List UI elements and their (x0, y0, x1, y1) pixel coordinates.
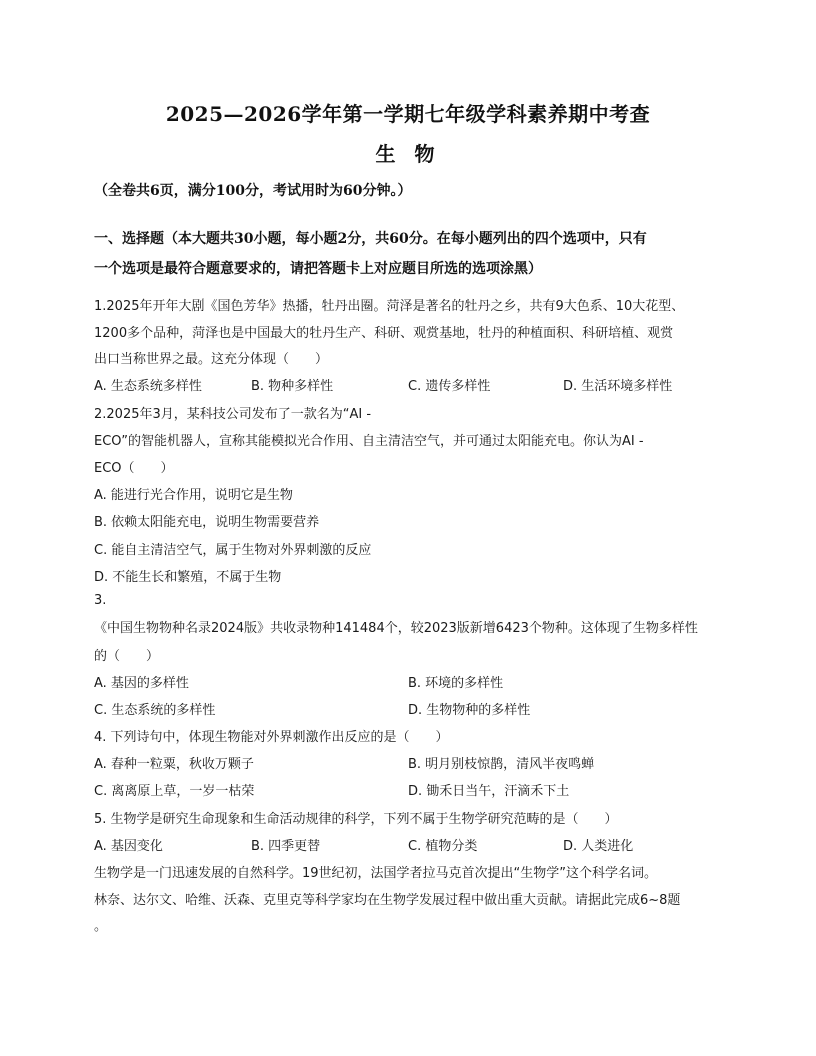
q1-option-c[interactable]: C. 遗传多样性 (408, 379, 491, 394)
section-heading-line-2: 一个选项是最符合题意要求的，请把答题卡上对应题目所选的选项涂黑） (94, 261, 542, 277)
q2-option-a[interactable]: A. 能进行光合作用，说明它是生物 (94, 488, 293, 503)
q3-option-b[interactable]: B. 环境的多样性 (408, 676, 504, 691)
q3-option-d[interactable]: D. 生物物种的多样性 (408, 703, 531, 718)
q3-stem-line-3: 的（ ） (94, 649, 160, 664)
q2-stem-line-3: ECO（ ） (94, 461, 174, 476)
exam-note: （全卷共6页，满分100分，考试用时为60分钟。） (94, 183, 412, 199)
q5-option-b[interactable]: B. 四季更替 (251, 839, 321, 854)
q3-stem-line-1: 3. (94, 593, 107, 608)
q5-option-d[interactable]: D. 人类进化 (563, 839, 634, 854)
q5-option-c[interactable]: C. 植物分类 (408, 839, 478, 854)
q3-option-c[interactable]: C. 生态系统的多样性 (94, 703, 216, 718)
q4-option-b[interactable]: B. 明月别枝惊鹊，清风半夜鸣蝉 (408, 757, 595, 772)
q1-stem-line-1: 1.2025年开年大剧《国色芳华》热播，牡丹出圈。菏泽是著名的牡丹之乡，共有9大色系、10大花型、 (94, 299, 685, 314)
passage-line-2: 林奈、达尔文、哈维、沃森、克里克等科学家均在生物学发展过程中做出重大贡献。请据此完成6~8题 (94, 893, 681, 908)
q2-option-d[interactable]: D. 不能生长和繁殖，不属于生物 (94, 570, 282, 585)
q5-stem: 5. 生物学是研究生命现象和生命活动规律的科学，下列不属于生物学研究范畴的是（ ） (94, 812, 618, 827)
q3-option-a[interactable]: A. 基因的多样性 (94, 676, 189, 691)
section-heading-line-1: 一、选择题（本大题共30小题，每小题2分，共60分。在每小题列出的四个选项中，只有 (94, 231, 647, 247)
q2-stem-line-1: 2.2025年3月，某科技公司发布了一款名为“AI - (94, 407, 372, 422)
q2-option-b[interactable]: B. 依赖太阳能充电，说明生物需要营养 (94, 515, 320, 530)
q2-option-c[interactable]: C. 能自主清洁空气，属于生物对外界刺激的反应 (94, 543, 372, 558)
q1-option-b[interactable]: B. 物种多样性 (251, 379, 334, 394)
q5-option-a[interactable]: A. 基因变化 (94, 839, 163, 854)
q3-stem-line-2: 《中国生物物种名录2024版》共收录物种141484个，较2023版新增6423个物种。这体现了生物多样性 (94, 621, 698, 636)
passage-line-1: 生物学是一门迅速发展的自然科学。19世纪初，法国学者拉马克首次提出“生物学”这个科学名词。 (94, 866, 658, 881)
passage-line-3: 。 (94, 919, 108, 934)
subject-title: 生 物 (375, 142, 441, 166)
q4-stem: 4. 下列诗句中，体现生物能对外界刺激作出反应的是（ ） (94, 730, 449, 745)
q1-option-a[interactable]: A. 生态系统多样性 (94, 379, 202, 394)
q4-option-a[interactable]: A. 春种一粒粟，秋收万颗子 (94, 757, 254, 772)
exam-title: 2025—2026学年第一学期七年级学科素养期中考查 (165, 102, 651, 126)
q2-stem-line-2: ECO”的智能机器人，宣称其能模拟光合作用、自主清洁空气，并可通过太阳能充电。你认为AI - (94, 434, 644, 449)
q4-option-c[interactable]: C. 离离原上草，一岁一枯荣 (94, 784, 255, 799)
q1-stem-line-3: 出口当称世界之最。这充分体现（ ） (94, 352, 329, 367)
q1-option-d[interactable]: D. 生活环境多样性 (563, 379, 673, 394)
q1-stem-line-2: 1200多个品种，菏泽也是中国最大的牡丹生产、科研、观赏基地，牡丹的种植面积、科研培植、观赏 (94, 326, 674, 341)
q4-option-d[interactable]: D. 锄禾日当午，汗滴禾下土 (408, 784, 570, 799)
